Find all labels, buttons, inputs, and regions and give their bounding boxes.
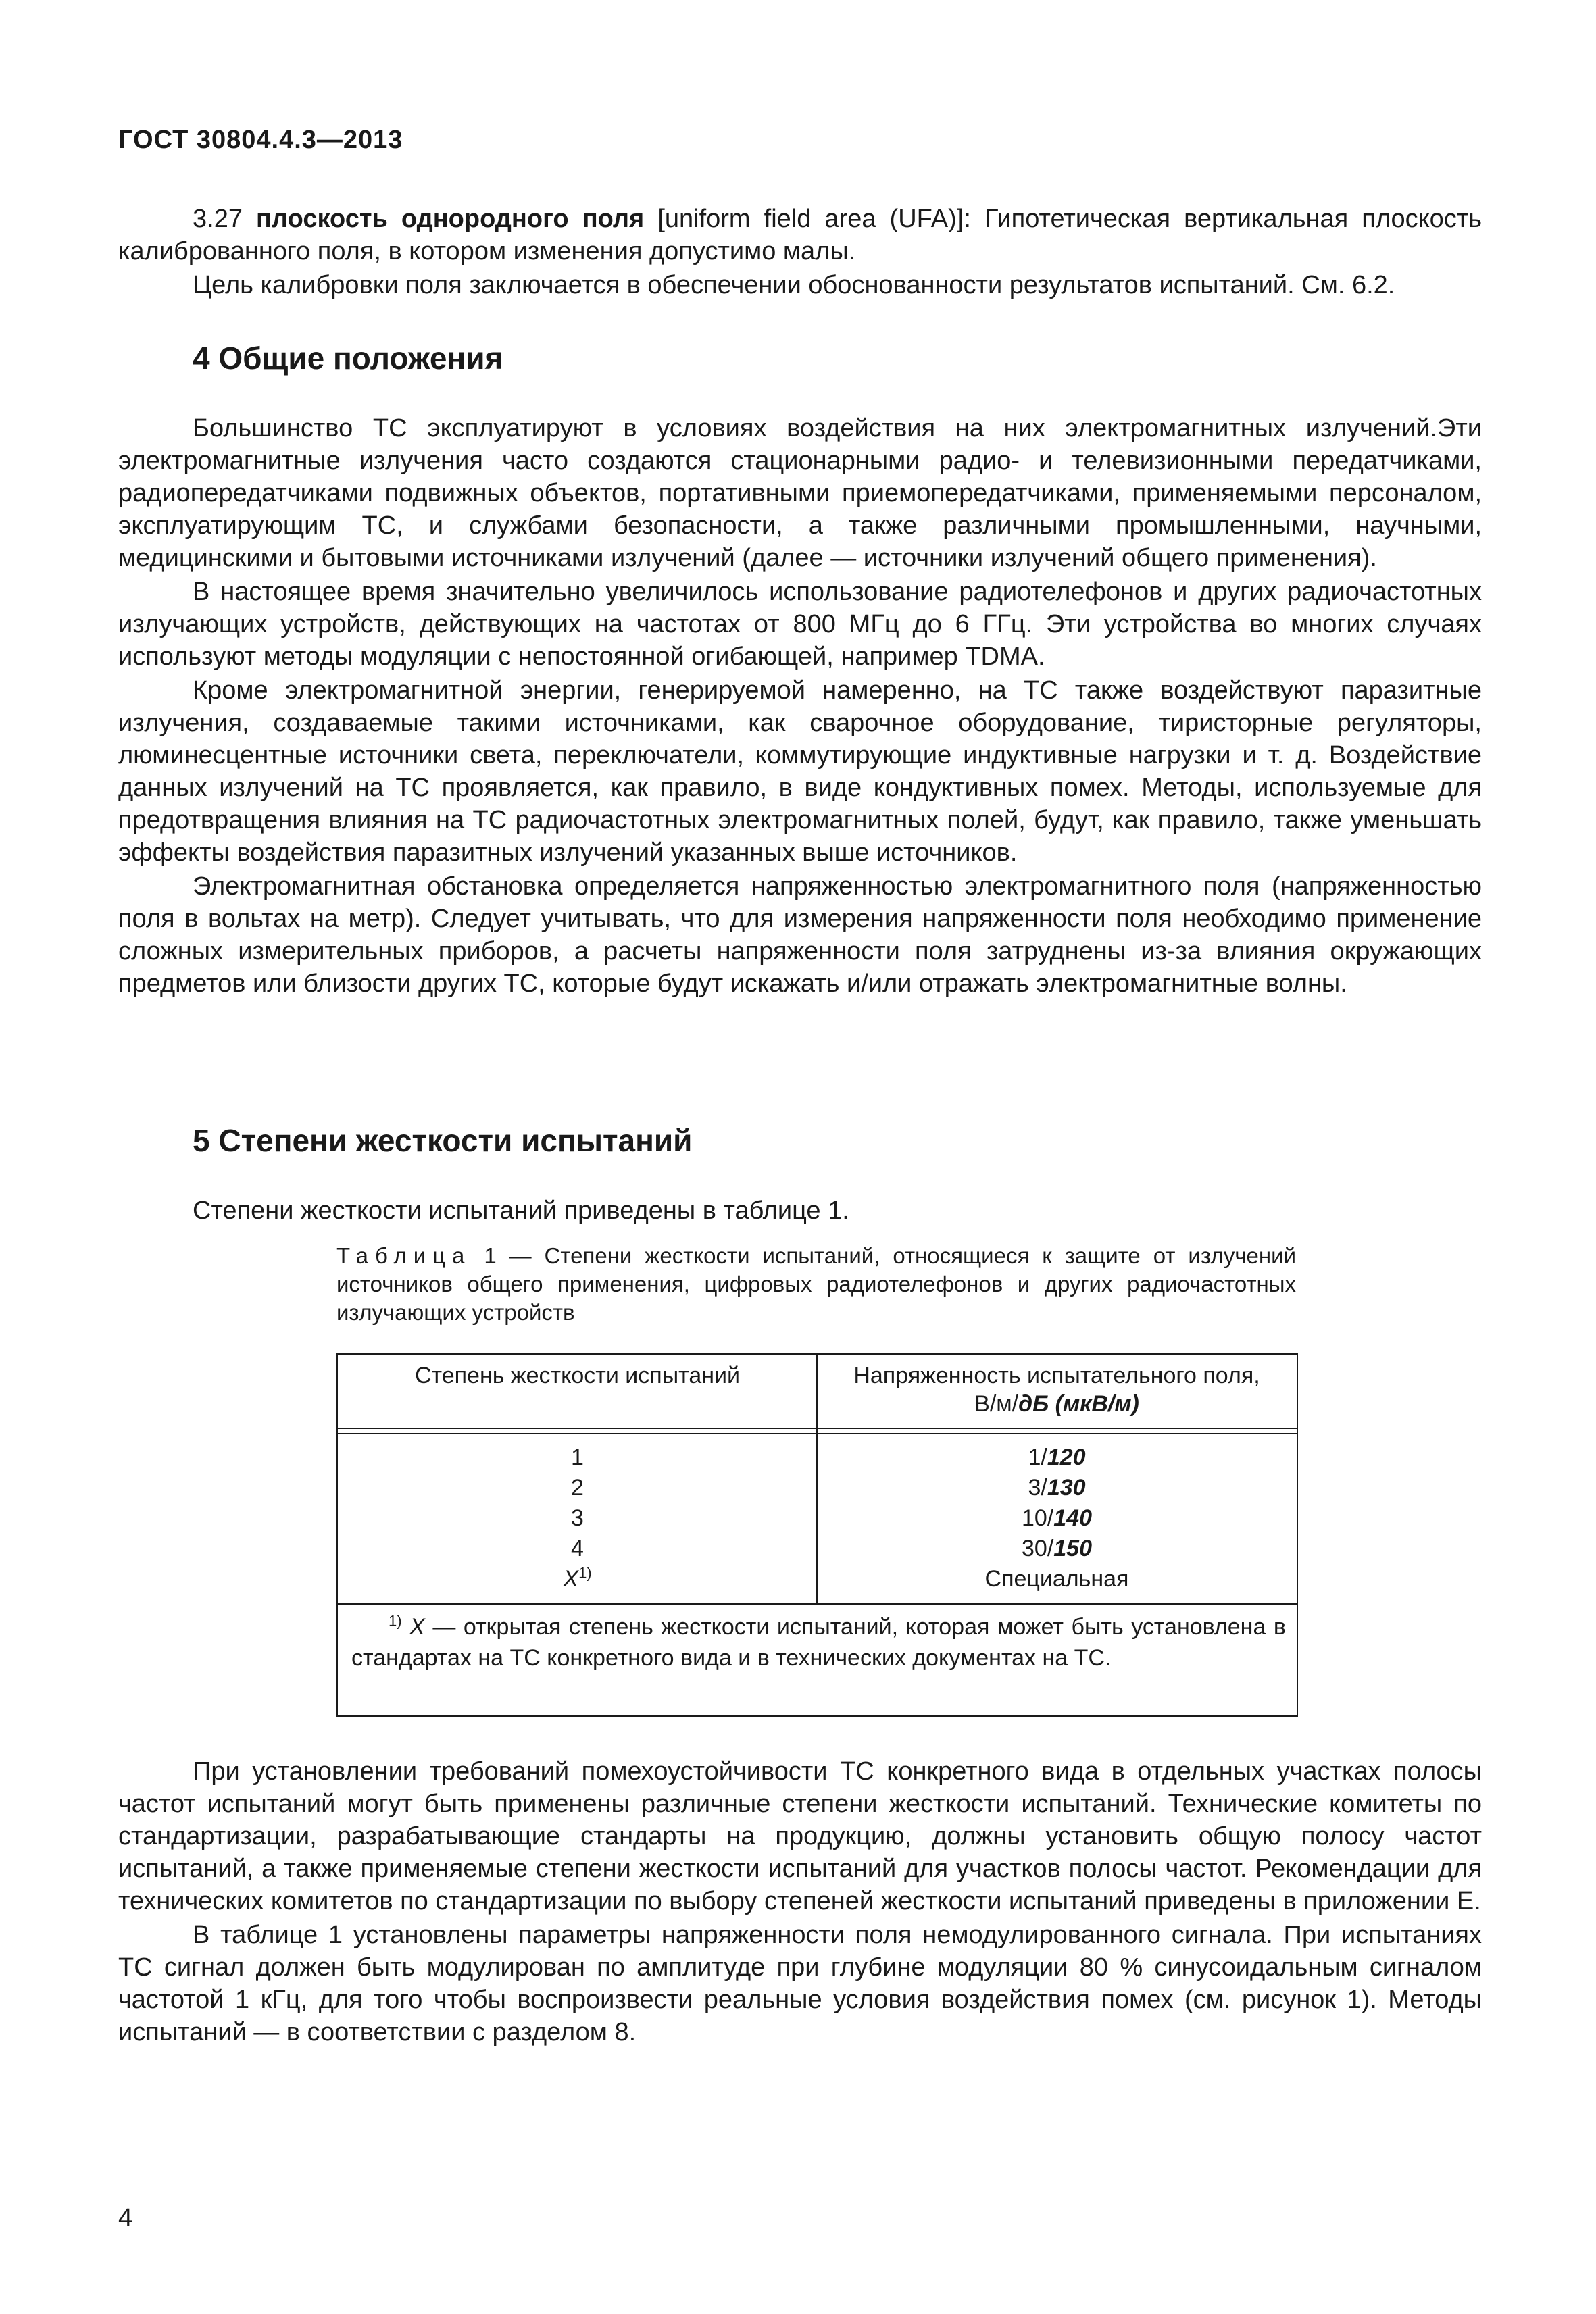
table-caption: [336, 1242, 1296, 1327]
paragraph: Кроме электромагнитной энергии, генерируемой намеренно, на ТС также воздействуют паразитные излучения, создаваемые такими источниками, как сварочное оборудование, тиристорные регуляторы, люминесцентные источники света, переключатели, коммутирующие индуктивные нагрузки и т. д. Воздействие данных излучений на ТС проявляется, как правило, в виде кондуктивных помех. Методы, используемые для предотвращения влияния на ТС радиочастотных электромагнитных полей, будут, как правило, также уменьшать эффекты воздействия паразитных излучений указанных выше источников.: [118, 676, 1482, 867]
paragraph: В настоящее время значительно увеличилось использование радиотелефонов и других радиочастотных излучающих устройств, действующих на частотах от 800 МГц до 6 ГГц. Эти устройства во многих случаях используют методы модуляции с непостоянной огибающей, например TDMA.: [118, 578, 1482, 671]
table-header-divider: [338, 1428, 1297, 1429]
section-5-intro: [118, 1194, 1482, 1228]
table-cell-level: $X^{1)}$: [563, 1564, 592, 1592]
clause-3-27: [118, 203, 1482, 303]
table-cell-level: 1: [571, 1444, 584, 1470]
section-4-body: [118, 412, 1482, 1001]
table-cell-level: 4: [571, 1536, 584, 1561]
clause-definition-text: [uniform field area (UFA)]: Гипотетическая вертикальная плоскость калиброванного поля, в котором изменения допустимо малы.: [118, 205, 1482, 266]
table-cell-value: Специальная: [984, 1566, 1129, 1592]
document-code-header: ГОСТ 30804.4.3—2013: [118, 126, 403, 154]
table-cell-value: 30/150: [1022, 1536, 1092, 1561]
table-cell-level: 3: [571, 1505, 584, 1531]
paragraph: Степени жесткости испытаний приведены в таблице 1.: [193, 1197, 849, 1225]
page-number: 4: [118, 2204, 133, 2232]
clause-number: 3.27: [193, 205, 243, 233]
table-header-field-strength-line2: В/м/дБ (мкВ/м): [974, 1391, 1139, 1417]
clause-note: Цель калибровки поля заключается в обеспечении обоснованности результатов испытаний. См. 6.2.: [193, 271, 1395, 299]
table-cell-value: 3/130: [1028, 1475, 1086, 1501]
table-header-severity: Степень жесткости испытаний: [414, 1363, 740, 1388]
severity-levels-table: [336, 1353, 1298, 1717]
table-header-divider: [338, 1433, 1297, 1434]
table-cell-value: 1/120: [1028, 1444, 1086, 1470]
table-footnote-divider: [338, 1603, 1297, 1605]
clause-term: плоскость однородного поля: [256, 205, 645, 233]
section-4-heading: 4 Общие положения: [193, 341, 503, 376]
table-caption-label: Таблица: [336, 1243, 472, 1268]
clause-definition: [118, 203, 1482, 268]
table-cell-level: 2: [571, 1475, 584, 1501]
table-column-levels: [338, 1442, 817, 1594]
paragraph: В таблице 1 установлены параметры напряженности поля немодулированного сигнала. При испытаниях ТС сигнал должен быть модулирован по амплитуде при глубине модуляции 80 % синусоидальным сигналом частотой 1 кГц, для того чтобы воспроизвести реальные условия воздействия помех (см. рисунок 1). Методы испытаний — в соответствии с разделом 8.: [118, 1921, 1482, 2046]
table-cell-value: 10/140: [1022, 1505, 1092, 1531]
table-footnote: $^{1)}$ X — открытая степень жесткости испытаний, которая может быть установлена в стандартах на ТС конкретного вида и в технических документах на ТС.: [351, 1612, 1286, 1671]
paragraph: При установлении требований помехоустойчивости ТС конкретного вида в отдельных участках полосы частот испытаний могут быть применены различные степени жесткости испытаний. Технические комитеты по стандартизации, разрабатывающие стандарты на продукцию, должны установить общую полосу частот испытаний, а также применяемые степени жесткости испытаний для участков полосы частот. Рекомендации для технических комитетов по стандартизации по выбору степеней жесткости испытаний приведены в приложении Е.: [118, 1757, 1482, 1915]
paragraph: Электромагнитная обстановка определяется напряженностью электромагнитного поля (напряженностью поля в вольтах на метр). Следует учитывать, что для измерения напряженности поля необходимо применение сложных измерительных приборов, а расчеты напряженности поля затруднены из-за влияния окружающих предметов или близости других ТС, которые будут искажать и/или отражать электромагнитные волны.: [118, 872, 1482, 998]
table-caption-text: 1 — Степени жесткости испытаний, относящиеся к защите от излучений источников общего применения, цифровых радиотелефонов и других радиочастотных излучающих устройств: [336, 1243, 1296, 1325]
table-header-field-strength-line1: Напряженность испытательного поля,: [853, 1363, 1260, 1388]
paragraph: Большинство ТС эксплуатируют в условиях воздействия на них электромагнитных излучений.Эти электромагнитные излучения часто создаются стационарными радио- и телевизионными передатчиками, радиопередатчиками подвижных объектов, портативными приемопередатчиками, применяемыми персоналом, эксплуатирующим ТС, и службами безопасности, а также различными промышленными, научными, медицинскими и бытовыми источниками излучений (далее — источники излучений общего применения).: [118, 414, 1482, 572]
table-column-values: [817, 1442, 1297, 1594]
section-5-body: [118, 1755, 1482, 2050]
section-5-heading: 5 Степени жесткости испытаний: [193, 1123, 693, 1158]
table-header-field-strength: [817, 1355, 1297, 1428]
